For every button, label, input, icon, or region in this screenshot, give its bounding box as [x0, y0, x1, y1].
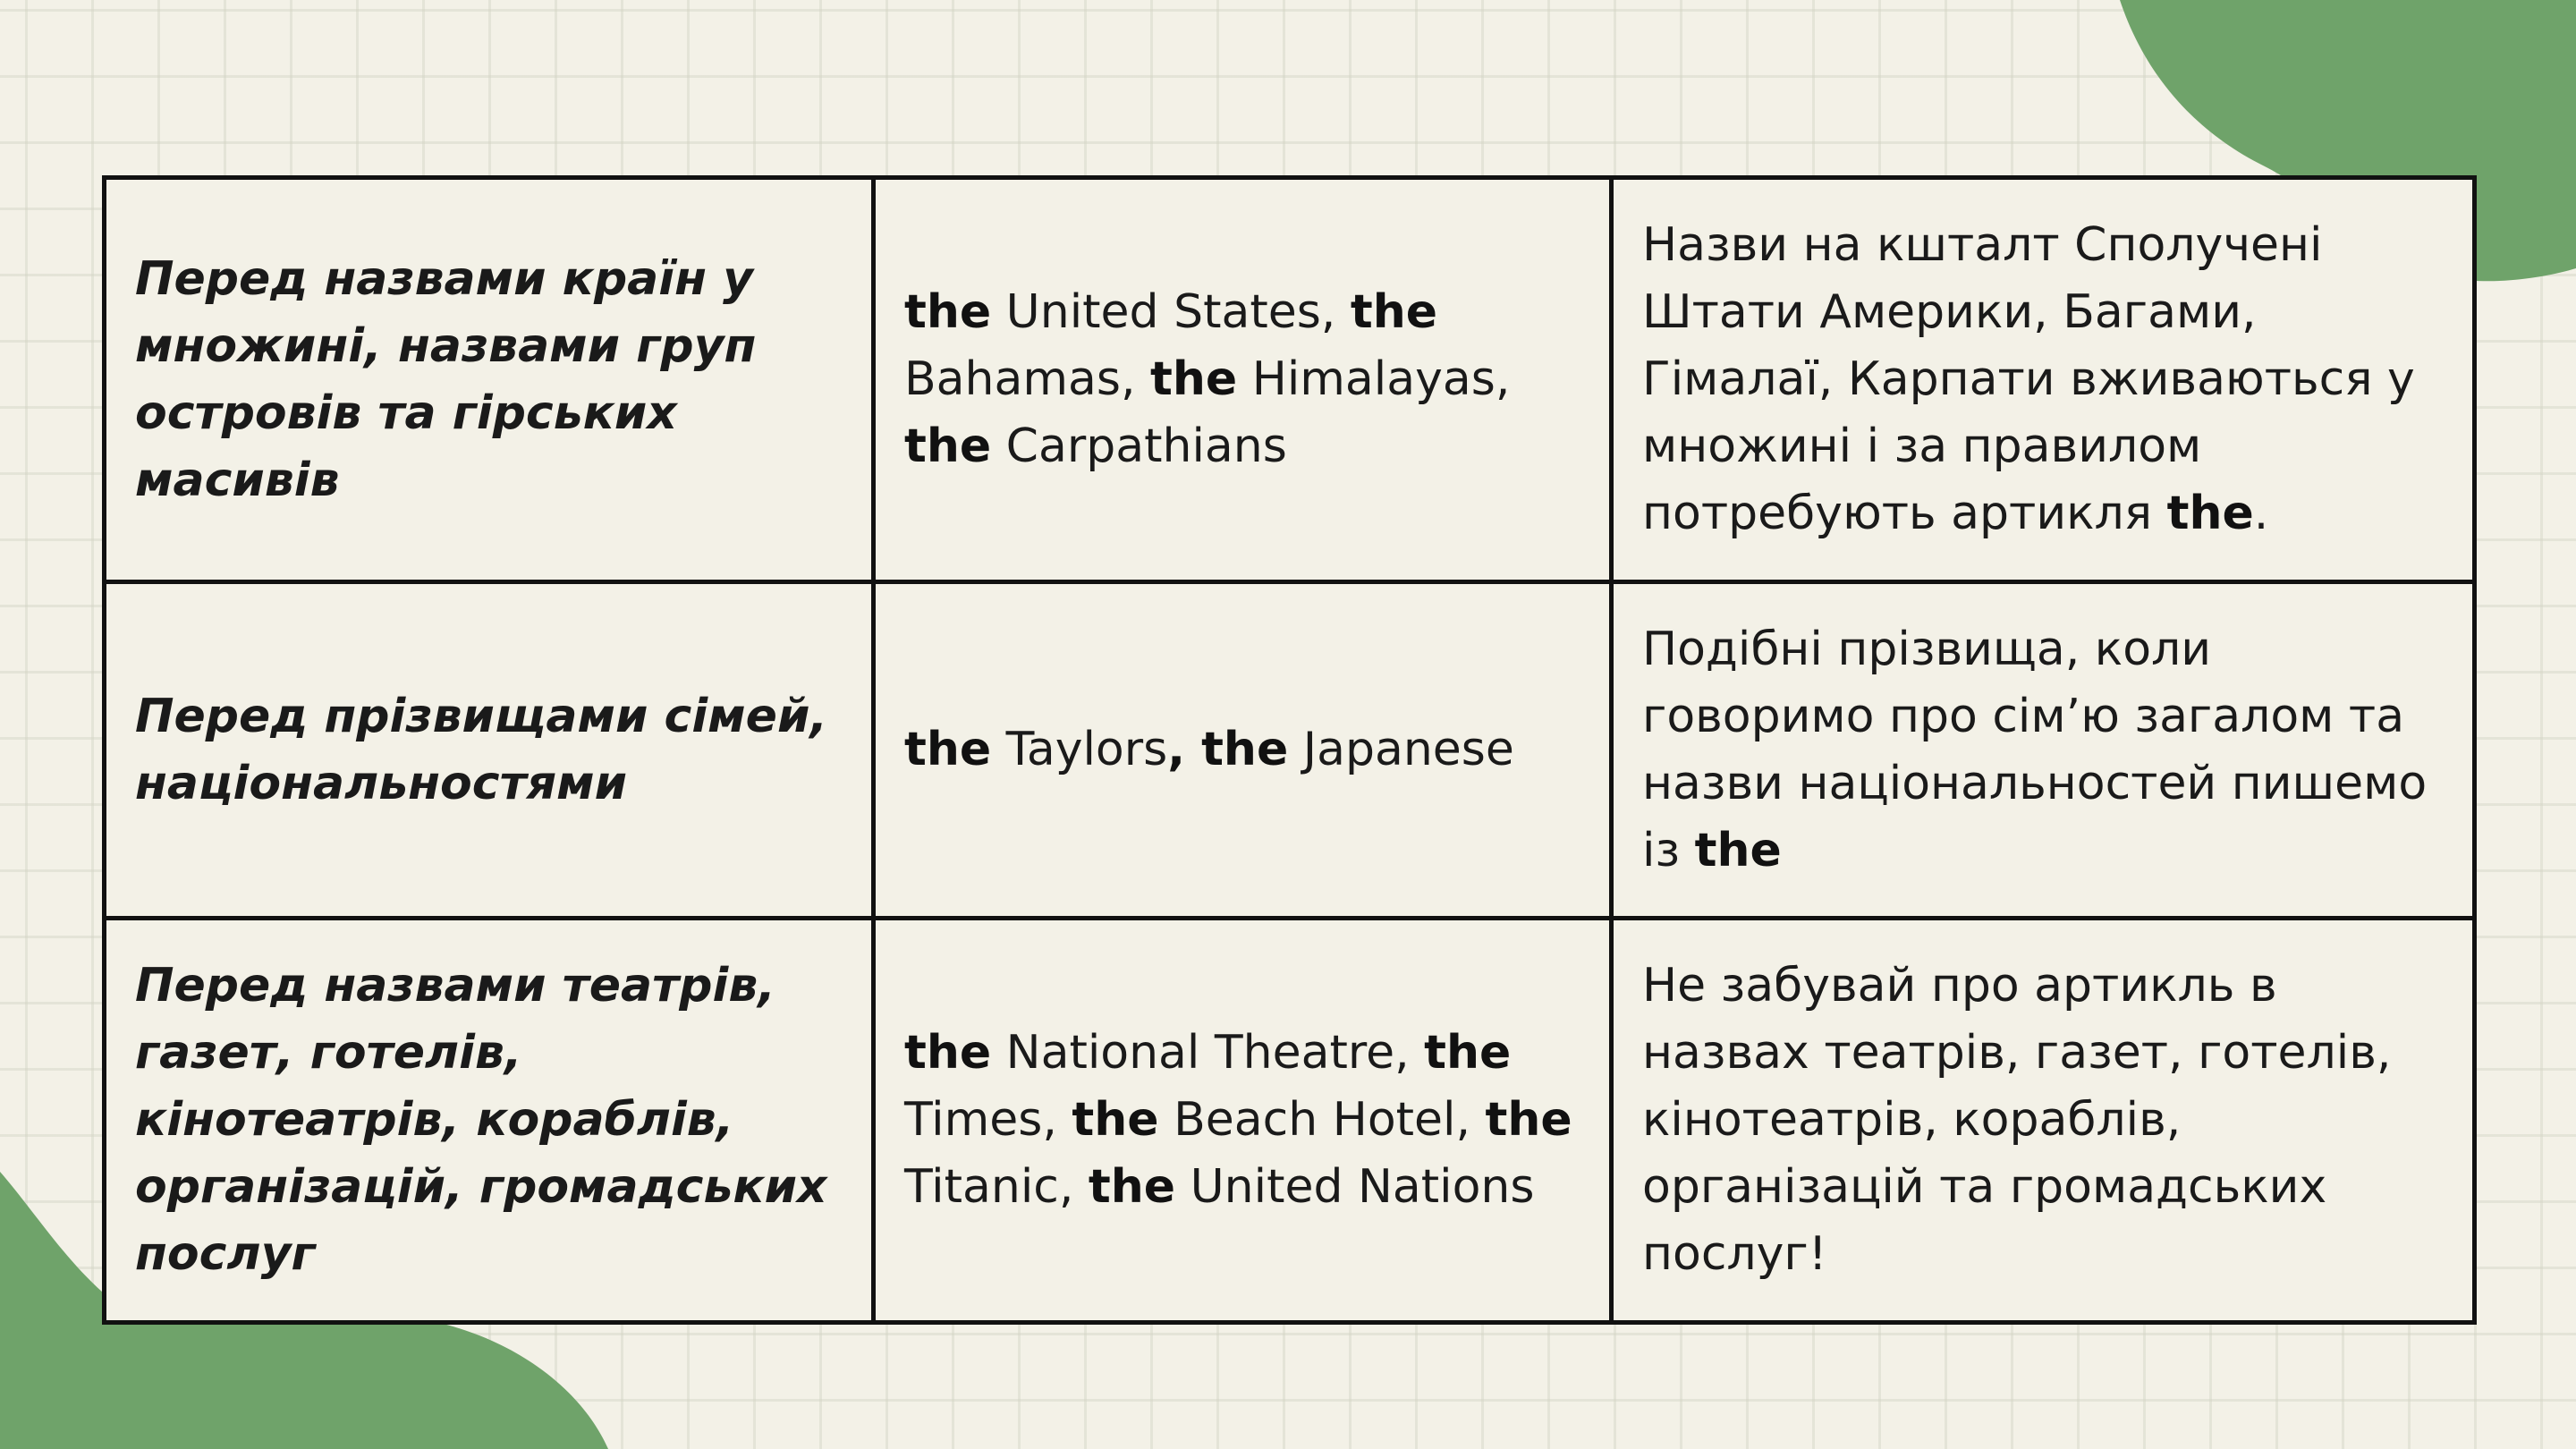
- table-row: [105, 919, 2475, 1323]
- example-text: Times,: [904, 1093, 1072, 1147]
- usage-cell: Перед назвами театрів, газет, готелів, кінотеатрів, кораблів, організацій, громадських послуг: [105, 919, 874, 1323]
- example-text: Taylors: [991, 723, 1168, 776]
- examples-cell: [874, 582, 1612, 919]
- article-rules-table: [102, 175, 2477, 1325]
- example-text: Himalayas,: [1237, 352, 1511, 406]
- explanation-text: Не забувай про артикль в назвах театрів, газет, готелів, кінотеатрів, кораблів, організацій та громадських послуг!: [1642, 959, 2392, 1281]
- example-text: Titanic,: [904, 1160, 1089, 1214]
- article-the: the: [904, 723, 992, 776]
- example-text: Japanese: [1288, 723, 1514, 776]
- article-the: the: [1150, 352, 1238, 406]
- usage-cell: Перед назвами країн у множині, назвами груп островів та гірських масивів: [105, 178, 874, 582]
- explanation-text: Подібні прізвища, коли говоримо про сім’ю загалом та назви національностей пишемо із: [1642, 622, 2428, 877]
- examples-cell: [874, 178, 1612, 582]
- example-text: Beach Hotel,: [1158, 1093, 1486, 1147]
- explanation-text: Назви на кшталт Сполучені Штати Америки, Багами, Гімалаї, Карпати вживаються у множині і за правилом потребують артикля: [1642, 218, 2415, 540]
- usage-cell: Перед прізвищами сімей, національностями: [105, 582, 874, 919]
- example-text: Bahamas,: [904, 352, 1151, 406]
- article-the: the: [904, 285, 992, 339]
- article-the: the: [1072, 1093, 1159, 1147]
- explanation-tail: .: [2253, 487, 2269, 540]
- explanation-cell: [1612, 582, 2475, 919]
- article-the: the: [904, 419, 992, 473]
- explanation-cell: [1612, 919, 2475, 1323]
- article-the: the: [1424, 1026, 1512, 1080]
- examples-cell: [874, 919, 1612, 1323]
- table-row: [105, 178, 2475, 582]
- article-the: the: [1485, 1093, 1572, 1147]
- article-the: the: [2166, 487, 2254, 540]
- example-text: National Theatre,: [991, 1026, 1425, 1080]
- example-text: United Nations: [1175, 1160, 1535, 1214]
- article-the: the: [1088, 1160, 1176, 1214]
- article-the: the: [1350, 285, 1438, 339]
- article-the: , the: [1167, 723, 1289, 776]
- explanation-cell: [1612, 178, 2475, 582]
- article-the: the: [904, 1026, 992, 1080]
- article-the: the: [1694, 823, 1782, 877]
- example-text: Carpathians: [991, 419, 1287, 473]
- table-row: [105, 582, 2475, 919]
- example-text: United States,: [991, 285, 1351, 339]
